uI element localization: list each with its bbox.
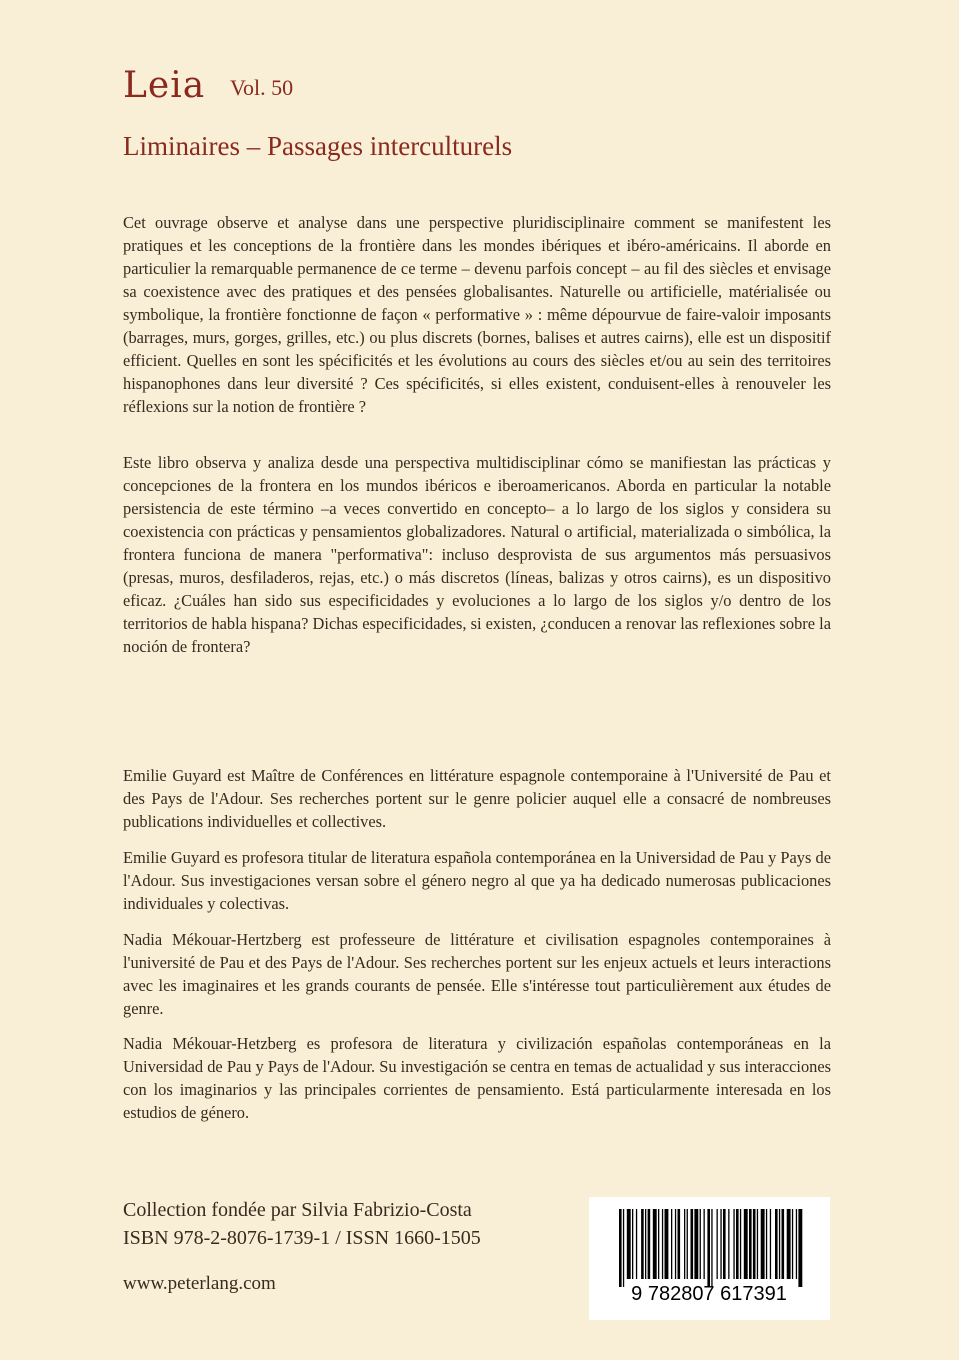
barcode-bar xyxy=(648,1209,651,1279)
bio-guyard-french: Emilie Guyard est Maître de Conférences en littérature espagnole contemporaine à l'Université de Pau et des Pays de l'Adour. Ses recherches portent sur le genre policier auquel elle a consacré de nombreuses publications individuelles et collectives. xyxy=(123,766,831,831)
bio-mekouar-spanish: Nadia Mékouar-Hetzberg es profesora de literatura y civilización españolas contemporáneas en la Universidad de Pau y Pays de l'Adour. Su investigación se centra en temas de actualidad y sus interacciones con los imaginarios y las principales corrientes de pensamiento. Está particularmente interesada en los estudios de género. xyxy=(123,1034,831,1122)
summary-spanish: Este libro observa y analiza desde una perspectiva multidisciplinar cómo se manifiestan las prácticas y concepciones de la frontera en los mundos ibéricos e iberoamericanos. Aborda en particular la notable persistencia de este término –a veces convertido en concepto– a lo largo de los siglos y considera su coexistencia con prácticas y pensamientos globalizadores. Natural o artificial, materializada o simbólica, la frontera funciona de manera "performativa": incluso desprovista de sus argumentos más persuasivos (presas, muros, desfiladeros, rejas, etc.) o más discretos (líneas, balizas y otros cairns), es un dispositivo eficaz. ¿Cuáles han sido sus especificidades y evoluciones a lo largo de los siglos y/o dentro de los territorios de habla hispana? Dichas especificidades, si existen, ¿conducen a renovar las reflexiones sobre la noción de frontera? xyxy=(123,453,831,656)
barcode-bar xyxy=(779,1209,780,1279)
collection-credit: Collection fondée par Silvia Fabrizio-Costa xyxy=(123,1199,472,1221)
barcode-bar xyxy=(782,1209,785,1279)
publisher-url[interactable]: www.peterlang.com xyxy=(123,1273,276,1294)
barcode xyxy=(589,1197,830,1320)
barcode-bar xyxy=(757,1209,758,1279)
barcode-bar xyxy=(720,1209,721,1279)
series-logo: Leia xyxy=(123,65,206,106)
barcode-digits: 9 782807 617391 xyxy=(631,1283,787,1305)
barcode-bar xyxy=(645,1209,646,1279)
barcode-bar xyxy=(700,1209,701,1279)
barcode-bar xyxy=(775,1209,778,1279)
barcode-bar xyxy=(623,1209,624,1287)
barcode-bar xyxy=(744,1209,748,1279)
barcode-bars xyxy=(589,1197,830,1320)
barcode-bar xyxy=(694,1209,698,1279)
barcode-bar xyxy=(770,1209,771,1279)
barcode-bar xyxy=(761,1209,765,1279)
isbn-line: ISBN 978-2-8076-1739-1 / ISSN 1660-1505 xyxy=(123,1227,481,1249)
barcode-bar xyxy=(675,1209,676,1279)
barcode-bar xyxy=(704,1209,705,1279)
barcode-bar xyxy=(798,1209,802,1287)
barcode-bar xyxy=(658,1209,659,1279)
bio-mekouar-french: Nadia Mékouar-Hertzberg est professeure de littérature et civilisation espagnoles contemporaines à l'université de Pau et des Pays de l'Adour. Ses recherches portent sur les enjeux actuels et leurs interactions avec les imaginaires et les grands courants de pensée. Elle s'intéresse tout particulièrement aux études de genre. xyxy=(123,930,831,1018)
barcode-bar xyxy=(678,1209,681,1279)
volume-number: Vol. 50 xyxy=(230,75,294,100)
barcode-bar xyxy=(766,1209,767,1279)
barcode-bar xyxy=(796,1209,797,1279)
barcode-bar xyxy=(662,1209,663,1279)
barcode-bar xyxy=(749,1209,752,1279)
book-title: Liminaires – Passages interculturels xyxy=(123,131,513,161)
summary-french: Cet ouvrage observe et analyse dans une perspective pluridisciplinaire comment se manifestent les pratiques et les conceptions de la frontière dans les mondes ibériques et ibéro-américains. Il aborde en particulier la remarquable permanence de ce terme – devenu parfois concept – au fil des siècles et envisage sa coexistence avec des pratiques et des pensées globalisantes. Naturelle ou artificielle, matérialisée ou symbolique, la frontière fonctionne de façon « performative » : même dépourvue de faire-valoir imposants (barrages, murs, gorges, grilles, etc.) ou plus discrets (bornes, balises et autres cairns), elle est un dispositif efficient. Quelles en sont les spécificités et les évolutions au cours des siècles et/ou au sein des territoires hispanophones dans leur diversité ? Ces spécificités, si elles existent, conduisent-elles à renouveler les réflexions sur la notion de frontière ? xyxy=(123,213,831,416)
barcode-bar xyxy=(733,1209,734,1279)
bio-guyard-spanish: Emilie Guyard es profesora titular de literatura española contemporánea en la Universidad de Pau y Pays de l'Adour. Sus investigaciones versan sobre el género negro al que ya ha dedicado numerosas publicaciones individuales y colectivas. xyxy=(123,848,831,913)
barcode-bar xyxy=(691,1209,694,1279)
barcode-bar xyxy=(653,1209,657,1279)
barcode-bar xyxy=(717,1209,718,1279)
barcode-bar xyxy=(641,1209,644,1279)
barcode-bar xyxy=(753,1209,756,1279)
barcode-bar xyxy=(687,1209,688,1279)
barcode-bar xyxy=(728,1209,729,1279)
barcode-bar xyxy=(707,1209,710,1287)
barcode-bar xyxy=(684,1209,685,1279)
barcode-bar xyxy=(619,1209,622,1287)
barcode-bar xyxy=(627,1209,631,1279)
barcode-bar xyxy=(736,1209,739,1279)
barcode-bar xyxy=(723,1209,726,1279)
barcode-bar xyxy=(636,1209,637,1279)
barcode-bar xyxy=(711,1209,712,1287)
barcode-bar xyxy=(665,1209,669,1279)
barcode-bar xyxy=(671,1209,672,1279)
barcode-bar xyxy=(740,1209,741,1279)
barcode-bar xyxy=(792,1209,793,1279)
barcode-bar xyxy=(787,1209,791,1279)
barcode-bar xyxy=(632,1209,633,1279)
